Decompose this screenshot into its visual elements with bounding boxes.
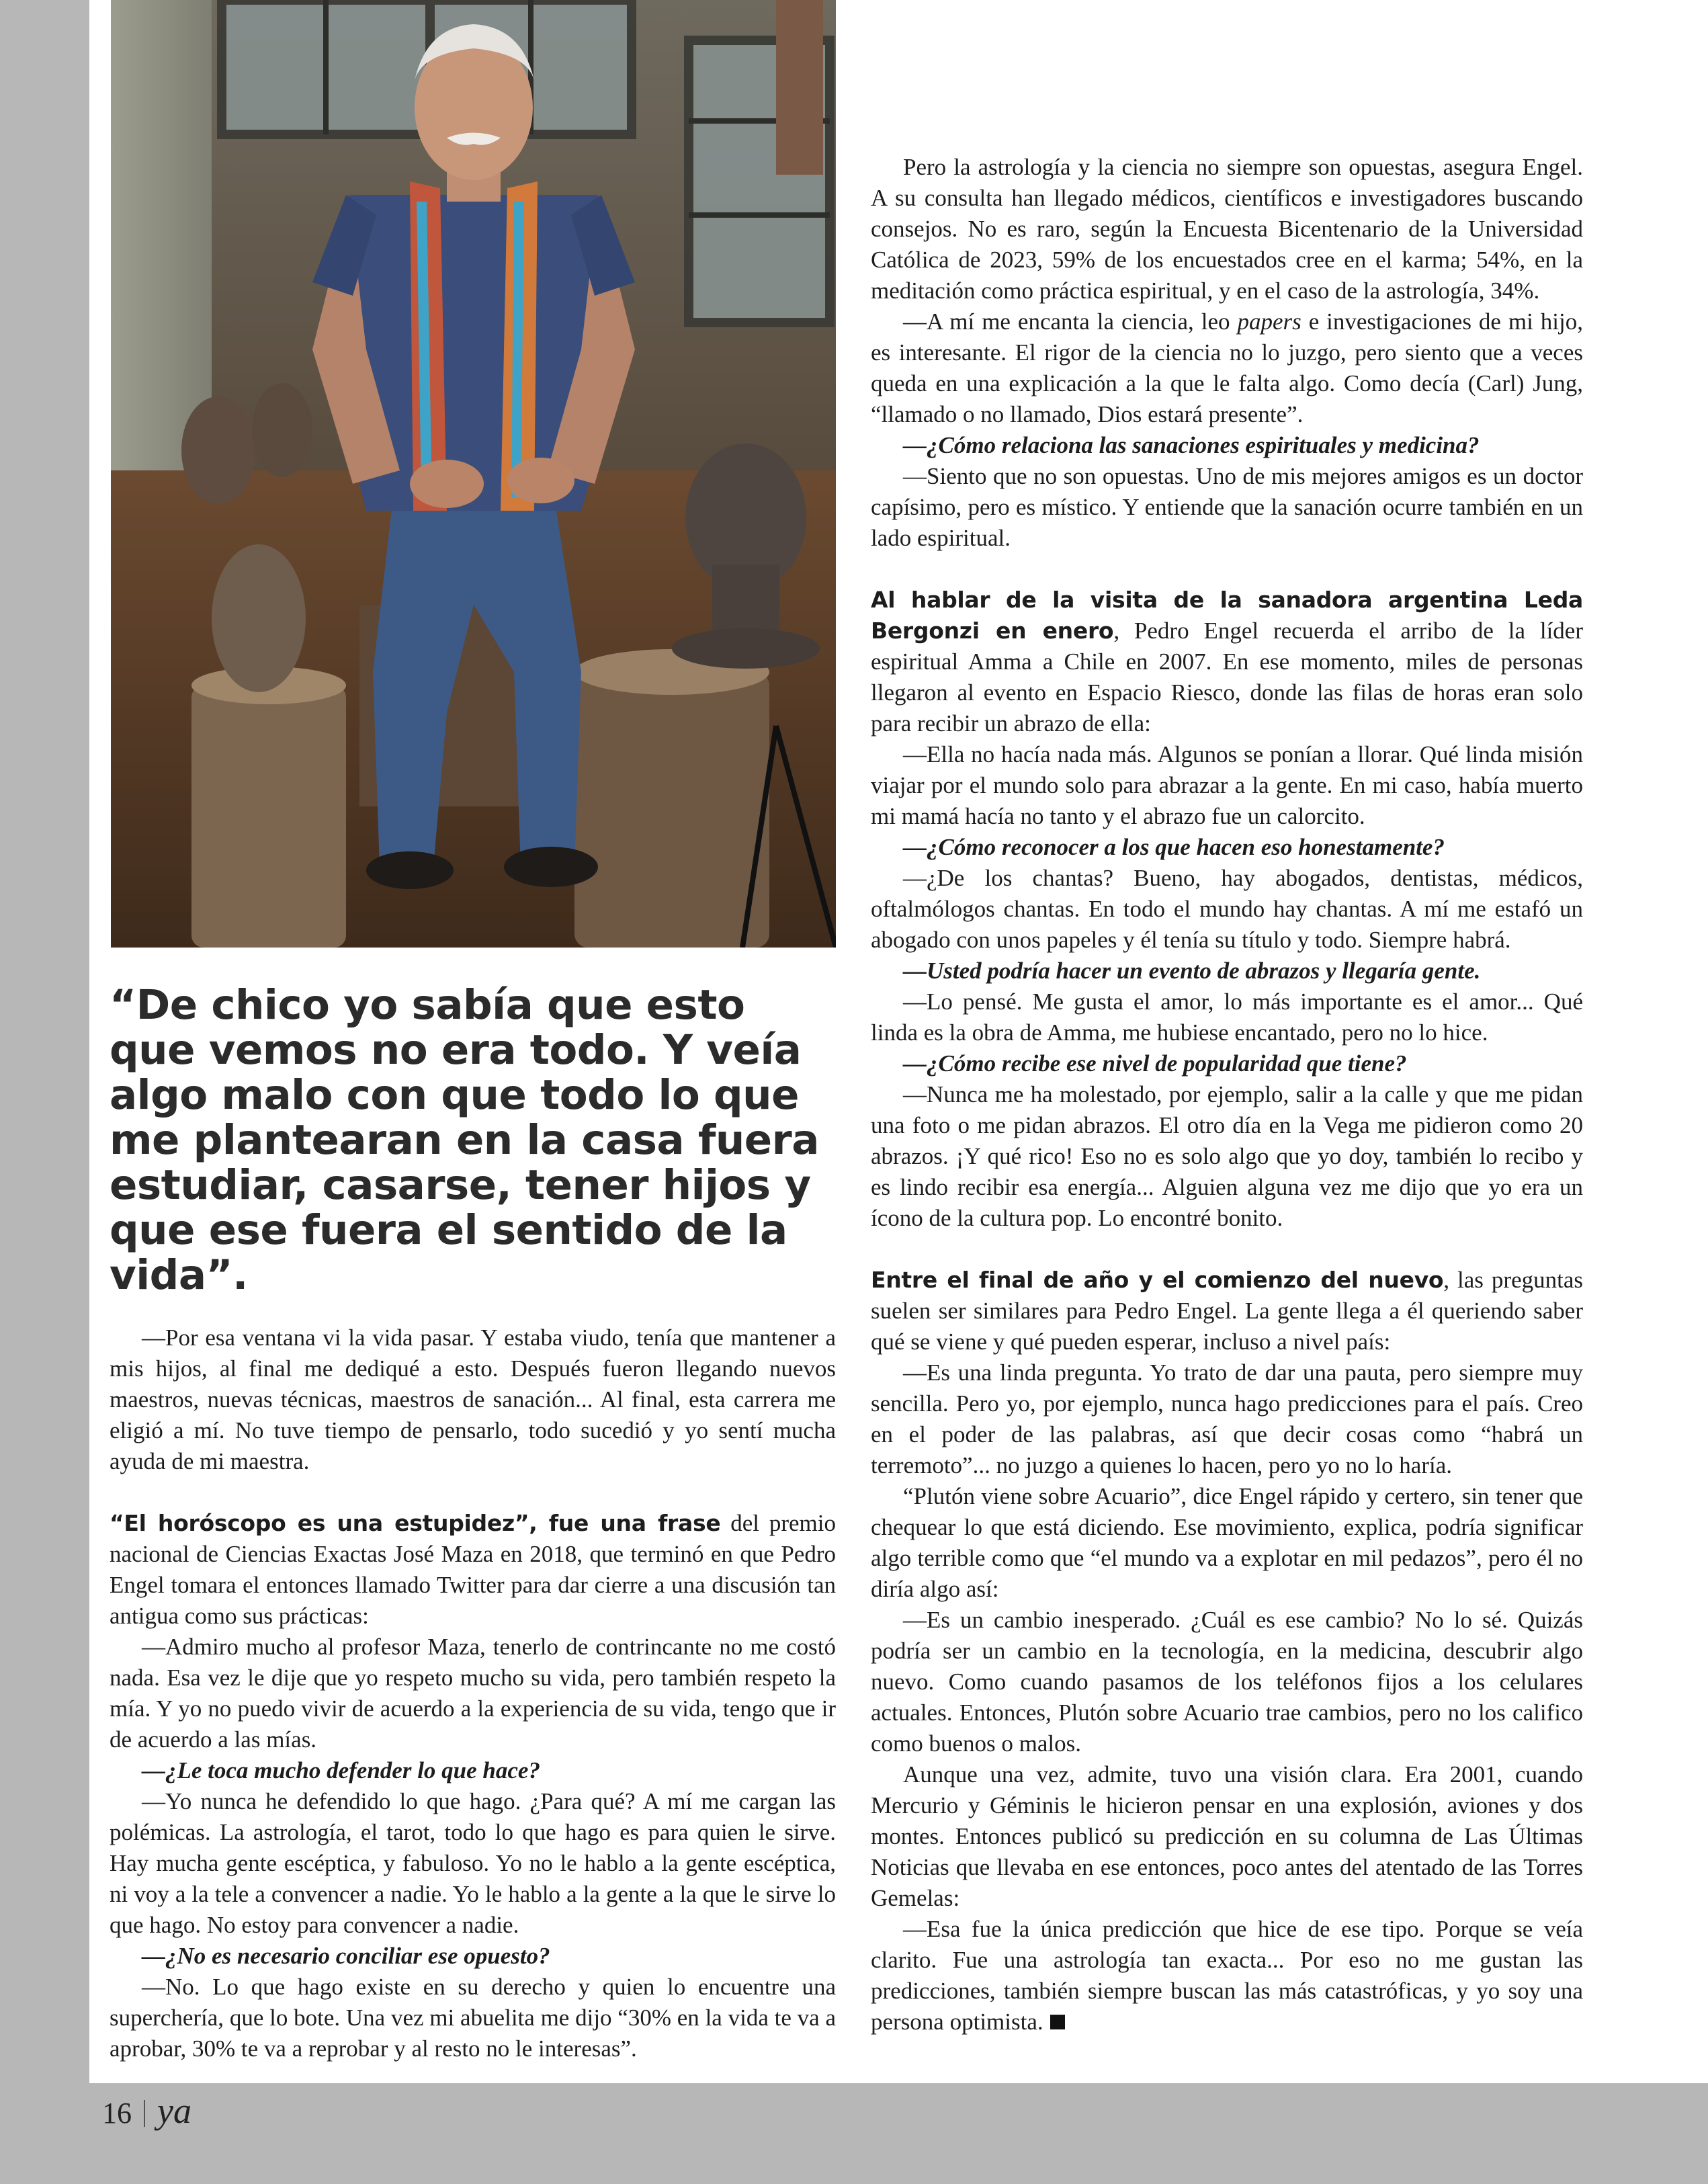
- article-page: [89, 0, 1708, 2083]
- paragraph: —No. Lo que hago existe en su derecho y quien lo encuentre una superchería, que lo bote. Una vez mi abuelita me dijo “30% en la vida te va a aprobar, 30% te va a reprobar y al resto no le interesas”.: [110, 1974, 836, 2062]
- pull-quote: “De chico yo sabía que esto que vemos no era todo. Y veía algo malo con que todo lo que me plantearan en la casa fuera estudiar, casarse, tener hijos y que ese fuera el sentido de la vida”.: [110, 981, 819, 1299]
- footer-divider: [144, 2100, 145, 2127]
- page-number: 16: [102, 2097, 132, 2130]
- paragraph: —Ella no hacía nada más. Algunos se ponían a llorar. Qué linda misión viajar por el mundo solo para abrazar a la gente. En mi caso, había muerto mi mamá hacía no tanto y el abrazo fue un calorcito.: [871, 741, 1583, 829]
- end-mark-icon: [1050, 2015, 1065, 2029]
- paragraph: —Siento que no son opuestas. Uno de mis mejores amigos es un doctor capísimo, pero es místico. Y entiende que la sanación ocurre también en un lado espiritual.: [871, 463, 1583, 551]
- article-column-left: [110, 1322, 836, 2064]
- interview-question: —Usted podría hacer un evento de abrazos y llegaría gente.: [903, 958, 1481, 984]
- paragraph-text: —A mí me encanta la ciencia, leo: [903, 308, 1238, 335]
- section-lead-bold: Al hablar de la visita de la sanadora argentina Leda Bergonzi en enero: [871, 587, 1583, 644]
- interview-question: —¿No es necesario conciliar ese opuesto?: [142, 1943, 550, 1969]
- paragraph-text: e investigaciones de mi hijo, es interesante. El rigor de la ciencia no lo juzgo, pero siento que a veces queda en una explicación a la que le falta algo. Como decía (Carl) Jung, “llamado o no llamado, Dios estará presente”.: [871, 308, 1583, 427]
- section-lead: [871, 1265, 1583, 1357]
- interview-question: —¿Le toca mucho defender lo que hace?: [142, 1757, 540, 1783]
- paragraph: Aunque una vez, admite, tuvo una visión clara. Era 2001, cuando Mercurio y Géminis le hicieron pensar en una explosión, aviones y dos montes. Entonces publicó su predicción en su columna de Las Últimas Noticias que llevaba en ese entonces, poco antes del atentado de las Torres Gemelas:: [871, 1761, 1583, 1911]
- interview-question: —¿Cómo relaciona las sanaciones espirituales y medicina?: [903, 432, 1480, 458]
- interview-question: —¿Cómo recibe ese nivel de popularidad que tiene?: [903, 1050, 1407, 1077]
- paragraph: —Es un cambio inesperado. ¿Cuál es ese cambio? No lo sé. Quizás podría ser un cambio en la tecnología, en la medicina, descubrir algo nuevo. Como cuando pasamos de los teléfonos fijos a los celulares actuales. Entonces, Plutón sobre Acuario trae cambios, pero no los califico como buenos o malos.: [871, 1607, 1583, 1757]
- paragraph: —Yo nunca he defendido lo que hago. ¿Para qué? A mí me cargan las polémicas. La astrología, el tarot, todo lo que hago es para quien le sirve. Hay mucha gente escéptica, y fabuloso. Yo no le hablo a la gente escéptica, ni voy a la tele a convencer a nadie. Yo le hablo a la gente a la que le sirve lo que hago. No estoy para convencer a nadie.: [110, 1788, 836, 1938]
- section-lead-bold: Entre el final de año y el comienzo del nuevo: [871, 1267, 1444, 1293]
- paragraph: [871, 306, 1583, 430]
- emphasis: papers: [1237, 308, 1301, 335]
- paragraph: —Es una linda pregunta. Yo trato de dar una pauta, pero siempre muy sencilla. Pero yo, por ejemplo, nunca hago predicciones para el país. Creo en el poder de las palabras, así que decir cosas como “habrá un terremoto”... no juzgo a quienes lo hacen, pero yo no lo haría.: [871, 1359, 1583, 1478]
- section-lead-bold: “El horóscopo es una estupidez”, fue una frase: [110, 1510, 721, 1536]
- paragraph: —Lo pensé. Me gusta el amor, lo más importante es el amor... Qué linda es la obra de Amma, me hubiese encantado, pero no lo hice.: [871, 989, 1583, 1046]
- paragraph: —Nunca me ha molestado, por ejemplo, salir a la calle y que me pidan una foto o me pidan abrazos. El otro día en la Vega me pidieron como 20 abrazos. ¡Y qué rico! Eso no es solo algo que yo doy, también lo recibo y es lindo recibir esa energía... Alguien alguna vez me dijo que yo era un ícono de la cultura pop. Lo encontré bonito.: [871, 1081, 1583, 1231]
- paragraph: —¿De los chantas? Bueno, hay abogados, dentistas, médicos, oftalmólogos chantas. En todo el mundo hay chantas. A mí me estafó un abogado con unos papeles y él tenía su título y todo. Siempre habrá.: [871, 865, 1583, 953]
- paragraph: —Admiro mucho al profesor Maza, tenerlo de contrincante no me costó nada. Esa vez le dije que yo respeto mucho su vida, pero también respeto la mía. Y yo no puedo vivir de acuerdo a la experiencia de su vida, tengo que ir de acuerdo a las mías.: [110, 1634, 836, 1753]
- portrait-photo: [111, 0, 836, 948]
- section-lead: [871, 585, 1583, 739]
- paragraph: [871, 1914, 1583, 2038]
- section-lead: [110, 1508, 836, 1632]
- interview-question: —¿Cómo reconocer a los que hacen eso honestamente?: [903, 834, 1445, 860]
- page-footer: [102, 2090, 191, 2132]
- paragraph: Pero la astrología y la ciencia no siempre son opuestas, asegura Engel. A su consulta han llegado médicos, científicos e investigadores buscando consejos. No es raro, según la Encuesta Bicentenario de la Universidad Católica de 2023, 59% de los encuestados cree en el karma; 54%, en la meditación como práctica espiritual, y en el caso de la astrología, 34%.: [871, 154, 1583, 304]
- paragraph: “Plutón viene sobre Acuario”, dice Engel rápido y certero, sin tener que chequear lo que está diciendo. Ese movimiento, explica, podría significar algo terrible como que “el mundo va a explotar en mil pedazos”, pero él no diría algo así:: [871, 1483, 1583, 1602]
- section-lead-text: del premio nacional de Ciencias Exactas José Maza en 2018, que terminó en que Pedro Engel tomara el entonces llamado Twitter para dar cierre a una discusión tan antigua como sus prácticas:: [110, 1510, 836, 1629]
- paragraph: —Por esa ventana vi la vida pasar. Y estaba viudo, tenía que mantener a mis hijos, al final me dediqué a esto. Después fueron llegando nuevos maestros, nuevas técnicas, maestros de sanación... Al final, esta carrera me eligió a mí. No tuve tiempo de pensarlo, todo sucedió y yo sentí mucha ayuda de mi maestra.: [110, 1325, 836, 1474]
- section-lead-text: , las preguntas suelen ser similares para Pedro Engel. La gente llega a él queriendo saber qué se viene y qué pueden esperar, incluso a nivel país:: [871, 1267, 1583, 1355]
- section-lead-text: , Pedro Engel recuerda el arribo de la líder espiritual Amma a Chile en 2007. En ese momento, miles de personas llegaron al evento en Espacio Riesco, donde las filas de horas eran solo para recibir un abrazo de ella:: [871, 618, 1583, 737]
- article-column-right: [871, 152, 1583, 2038]
- paragraph-text: —Esa fue la única predicción que hice de ese tipo. Porque se veía clarito. Fue una astrología tan exacta... Por eso no me gustan las predicciones, también siempre buscan las más catastróficas, y yo soy una persona optimista.: [871, 1916, 1583, 2035]
- magazine-logo: ya: [157, 2091, 191, 2131]
